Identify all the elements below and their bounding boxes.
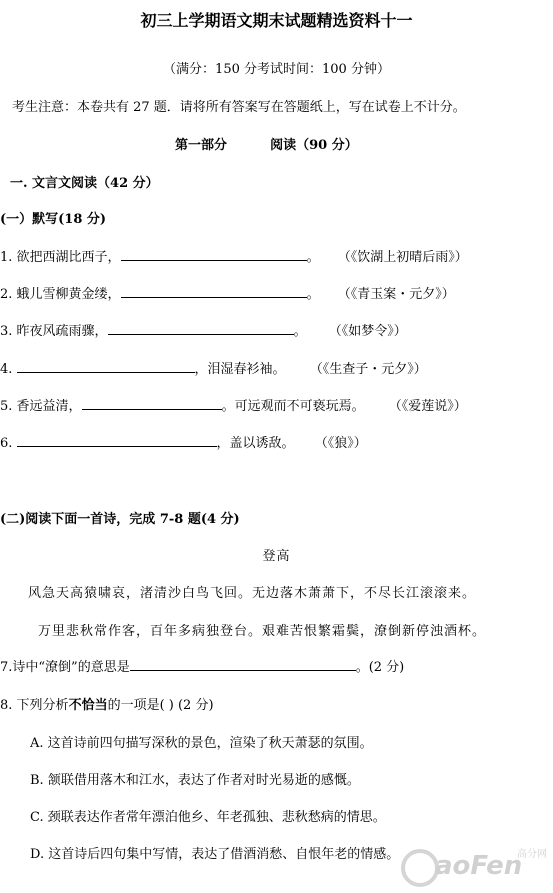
option-c: C. 颈联表达作者常年漂泊他乡、年老孤独、悲秋愁病的情思。 — [30, 810, 386, 825]
exam-title: 初三上学期语文期末试题精选资料十一 — [140, 11, 413, 30]
watermark-text: aoFen — [435, 851, 523, 881]
option-d: D. 这首诗后四句集中写情，表达了借酒消愁、自恨年老的情感。 — [30, 847, 400, 862]
poem-line-1: 风急天高猿啸哀，渚清沙白鸟飞回。无边落木萧萧下，不尽长江滚滚来。 — [28, 586, 477, 601]
watermark-logo — [397, 845, 547, 889]
answer-blank[interactable] — [121, 247, 307, 261]
answer-blank[interactable] — [130, 657, 356, 671]
answer-blank[interactable] — [82, 396, 222, 410]
subsection-2-heading: (二)阅读下面一首诗，完成 7-8 题(4 分) — [0, 512, 240, 527]
part-label: 第一部分 — [175, 138, 228, 153]
watermark-corner: 高分网 — [517, 849, 547, 860]
question-1: 1. 欲把西湖比西子， 。 （《饮湖上初晴后雨》） — [0, 246, 468, 265]
option-a: A. 这首诗前四句描写深秋的景色，渲染了秋天萧瑟的氛围。 — [30, 736, 373, 751]
question-4: 4. ，泪湿春衫袖。 （《生查子・元夕》） — [0, 358, 427, 377]
question-2: 2. 蛾儿雪柳黄金缕， 。 （《青玉案・元夕》） — [0, 283, 455, 302]
poem-title: 登高 — [262, 549, 291, 564]
answer-blank[interactable] — [17, 433, 217, 447]
question-8: 8. 下列分析不恰当的一项是( ) (2 分) — [0, 698, 214, 713]
part-name: 阅读（90 分） — [270, 138, 358, 153]
emphasis-text: 不恰当 — [68, 698, 108, 713]
question-7: 7.诗中“潦倒”的意思是 。(2 分) — [0, 656, 404, 675]
exam-notice: 考生注意：本卷共有 27 题．请将所有答案写在答题纸上，写在试卷上不计分。 — [12, 100, 466, 115]
answer-blank[interactable] — [121, 284, 307, 298]
question-6: 6. ，盖以诱敌。 （《狼》） — [0, 432, 367, 451]
part-heading — [175, 134, 358, 153]
subsection-heading: (一）默写(18 分) — [0, 212, 107, 227]
logo-circle-icon — [401, 849, 439, 887]
section-heading: 一. 文言文阅读（42 分） — [10, 176, 159, 191]
exam-meta: （满分：150 分考试时间：100 分钟） — [163, 62, 390, 77]
question-5: 5. 香远益清， 。可远观而不可亵玩焉。 （《爱莲说》） — [0, 395, 467, 414]
poem-line-2: 万里悲秋常作客，百年多病独登台。艰难苦恨繁霜鬓，潦倒新停浊酒杯。 — [38, 624, 487, 639]
answer-blank[interactable] — [17, 359, 195, 373]
question-3: 3. 昨夜风疏雨骤， 。 （《如梦令》） — [0, 320, 407, 339]
option-b: B. 颔联借用落木和江水，表达了作者对时光易逝的感慨。 — [30, 773, 360, 788]
answer-blank[interactable] — [108, 321, 294, 335]
